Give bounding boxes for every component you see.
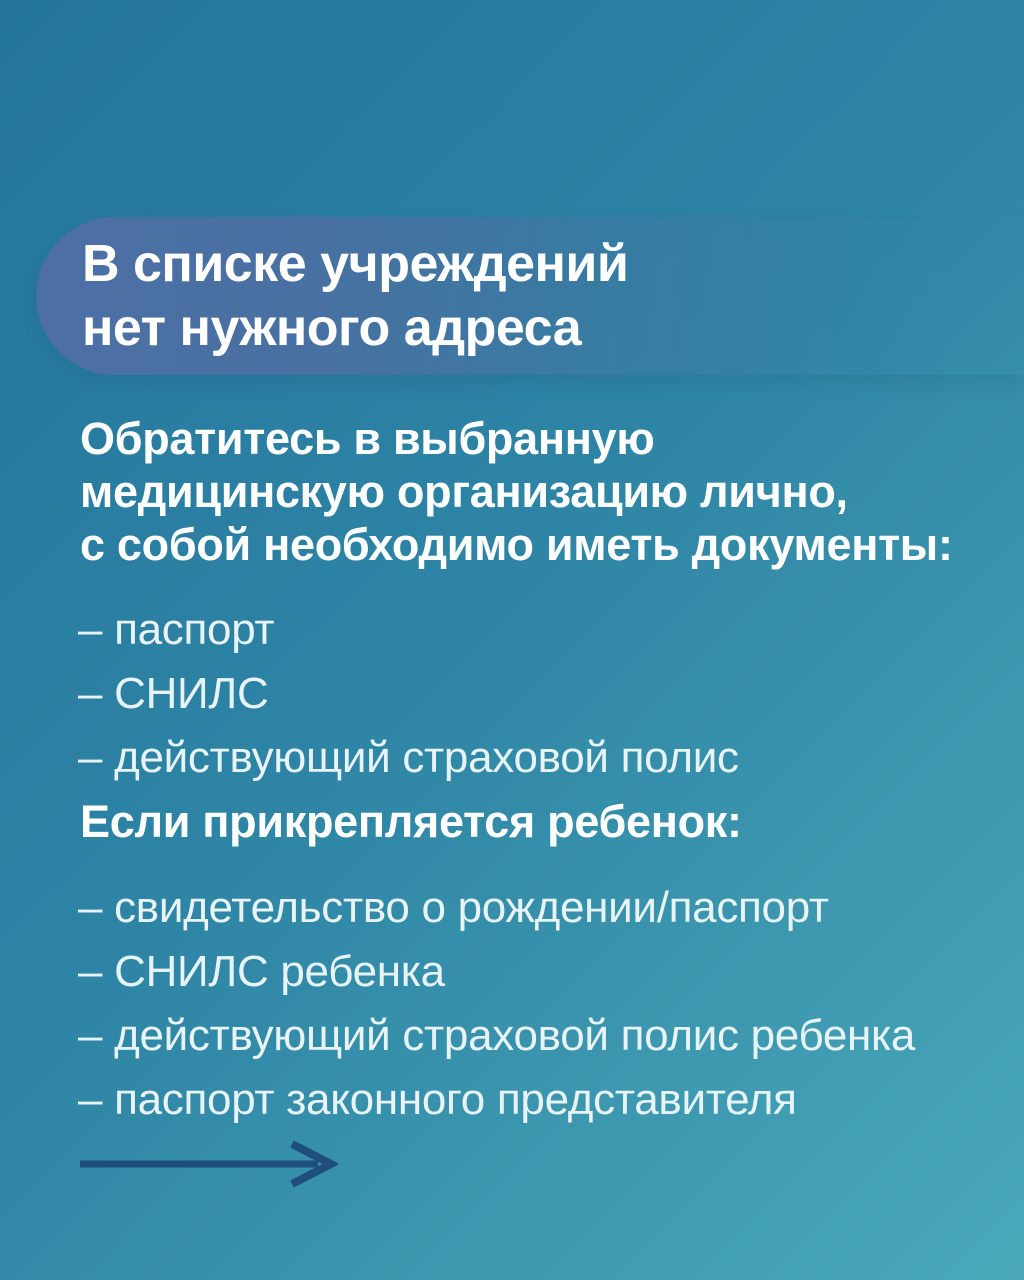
page-title bbox=[36, 217, 1024, 360]
intro-line-2: медицинскую организацию лично, bbox=[80, 466, 848, 517]
next-arrow-icon bbox=[78, 1140, 338, 1188]
intro-line-3: с собой необходимо иметь документы: bbox=[80, 519, 953, 570]
list-item: – СНИЛС ребенка bbox=[78, 947, 445, 996]
list-item: – паспорт законного представителя bbox=[78, 1075, 797, 1124]
list-item: – паспорт bbox=[78, 605, 275, 654]
list-item: – СНИЛС bbox=[78, 669, 269, 718]
child-documents-list bbox=[78, 876, 915, 1132]
title-badge bbox=[36, 217, 1024, 375]
list-item: – действующий страховой полис bbox=[78, 733, 739, 782]
page-title-line-1: В списке учреждений bbox=[82, 235, 629, 293]
child-section-heading: Если прикрепляется ребенок: bbox=[80, 796, 742, 847]
list-item: – свидетельство о рождении/паспорт bbox=[78, 883, 829, 932]
intro-line-1: Обратитесь в выбранную bbox=[80, 413, 655, 464]
page-title-line-2: нет нужного адреса bbox=[82, 299, 582, 357]
documents-list bbox=[78, 598, 739, 790]
list-item: – действующий страховой полис ребенка bbox=[78, 1011, 916, 1060]
intro-paragraph bbox=[80, 412, 953, 571]
